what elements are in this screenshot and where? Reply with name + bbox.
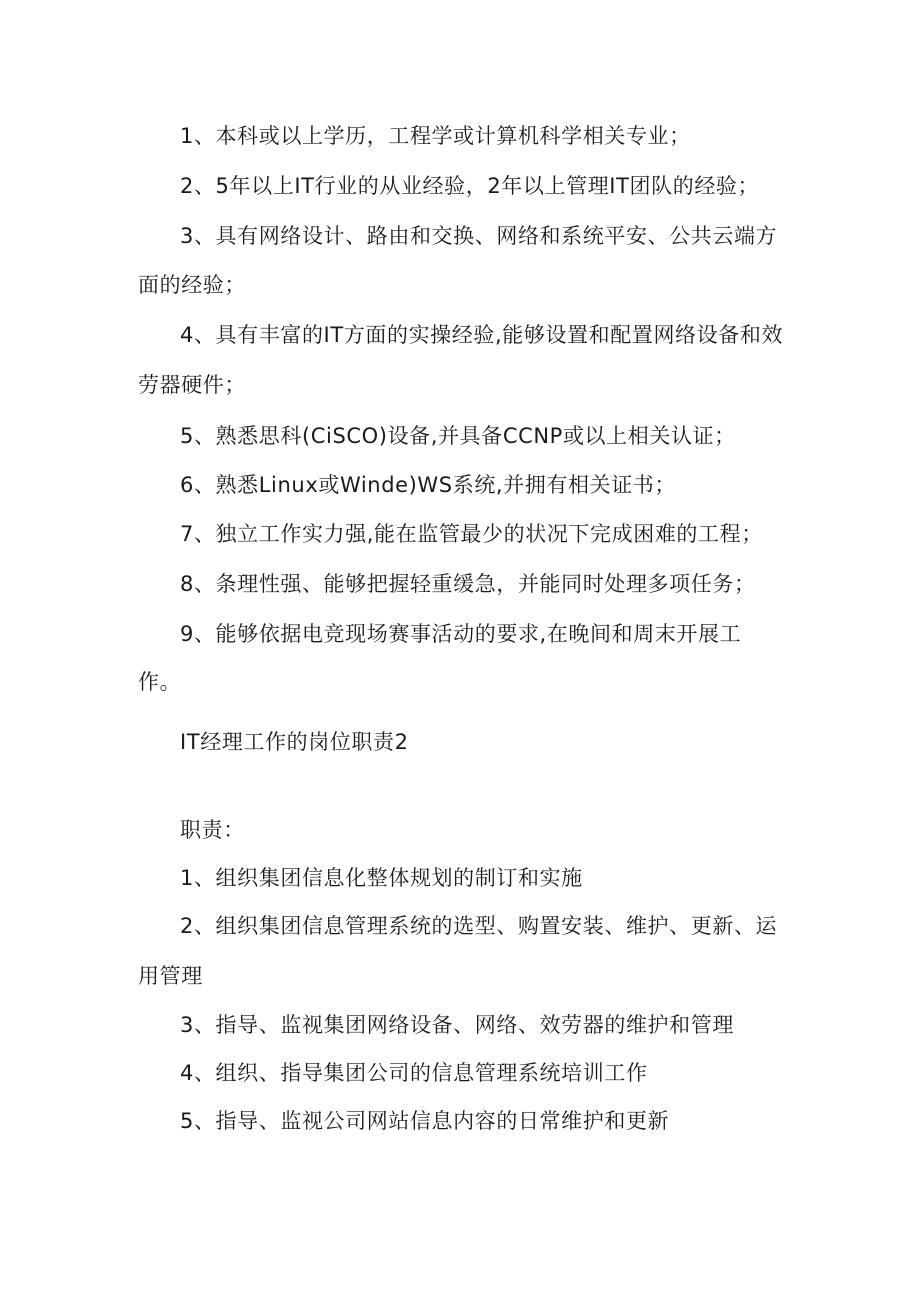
requirement-4-continued: 劳器硬件； bbox=[138, 373, 246, 397]
requirement-5: 5、熟悉思科(CiSCO)设备,并具备CCNP或以上相关认证； bbox=[180, 424, 736, 448]
requirement-3: 3、具有网络设计、路由和交换、网络和系统平安、公共云端方 bbox=[180, 224, 778, 248]
requirement-6: 6、熟悉Linux或Winde)WS系统,并拥有相关证书； bbox=[180, 473, 676, 497]
requirement-2: 2、5年以上IT行业的从业经验，2年以上管理IT团队的经验； bbox=[180, 174, 760, 198]
duty-2-continued: 用管理 bbox=[138, 964, 203, 988]
requirement-8: 8、条理性强、能够把握轻重缓急，并能同时处理多项任务； bbox=[180, 572, 756, 596]
requirement-3-continued: 面的经验； bbox=[138, 273, 246, 297]
duty-4: 4、组织、指导集团公司的信息管理系统培训工作 bbox=[180, 1061, 648, 1085]
requirement-1: 1、本科或以上学历，工程学或计算机科学相关专业； bbox=[180, 124, 691, 148]
duty-1: 1、组织集团信息化整体规划的制订和实施 bbox=[180, 866, 583, 890]
requirement-4: 4、具有丰富的IT方面的实操经验,能够设置和配置网络设备和效 bbox=[180, 323, 784, 347]
requirement-9: 9、能够依据电竞现场赛事活动的要求,在晚间和周末开展工 bbox=[180, 622, 742, 646]
requirement-7: 7、独立工作实力强,能在监管最少的状况下完成困难的工程； bbox=[180, 522, 763, 546]
duty-3: 3、指导、监视集团网络设备、网络、效劳器的维护和管理 bbox=[180, 1013, 734, 1037]
duties-label: 职责： bbox=[180, 818, 245, 842]
requirement-9-continued: 作。 bbox=[138, 670, 182, 694]
duty-5: 5、指导、监视公司网站信息内容的日常维护和更新 bbox=[180, 1109, 670, 1133]
duty-2: 2、组织集团信息管理系统的选型、购置安装、维护、更新、运 bbox=[180, 914, 778, 938]
section-heading: IT经理工作的岗位职责2 bbox=[180, 730, 409, 754]
